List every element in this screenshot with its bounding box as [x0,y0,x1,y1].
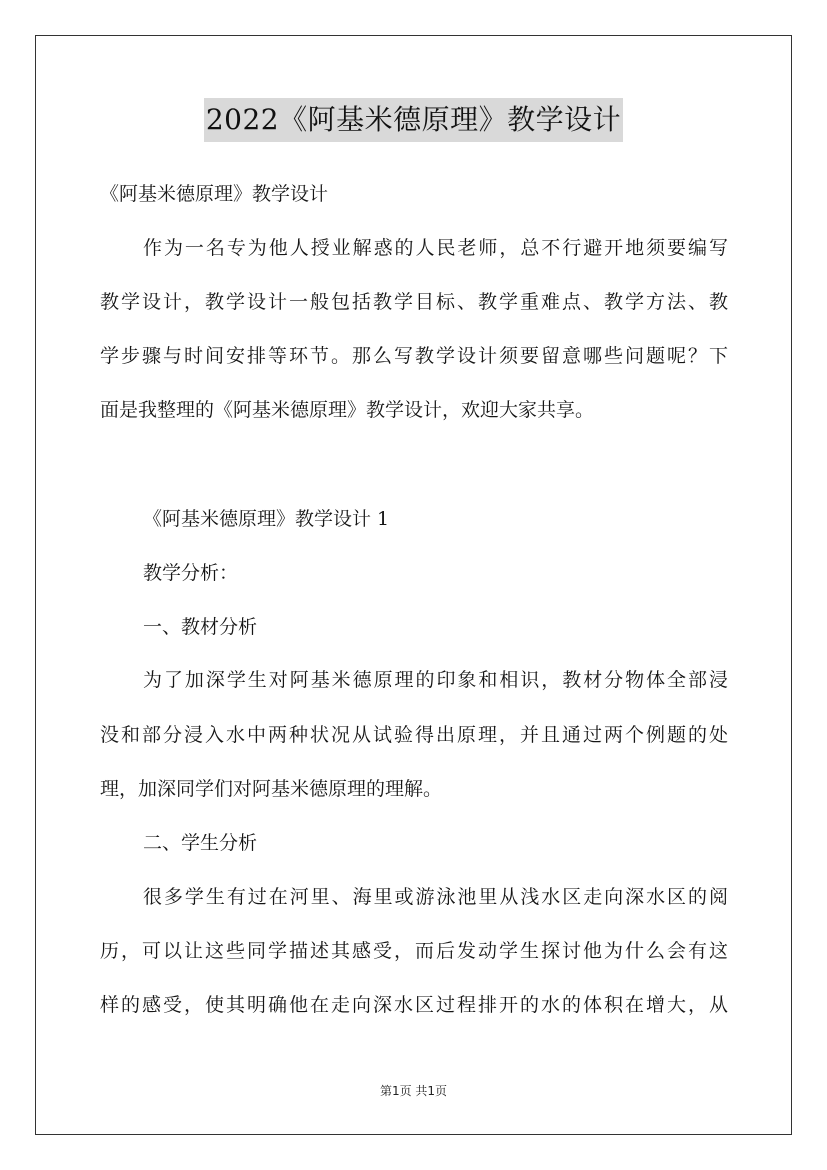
doc-heading-line: 《阿基米德原理》教学设计 [100,183,329,205]
section-heading: 《阿基米德原理》教学设计 1 [143,508,390,530]
student-line-2: 历，可以让这些同学描述其感受，而后发动学生探讨他为什么会有这 [100,940,728,962]
document-title: 2022《阿基米德原理》教学设计 [204,98,623,142]
page-footer: 第1页 共1页 [379,1084,448,1098]
student-line-1: 很多学生有过在河里、海里或游泳池里从浅水区走向深水区的阅 [143,886,728,908]
intro-line-1: 作为一名专为他人授业解惑的人民老师，总不行避开地须要编写 [143,237,728,259]
title-container [0,98,827,142]
intro-line-2: 教学设计，教学设计一般包括教学目标、教学重难点、教学方法、教 [100,291,728,313]
student-analysis-heading: 二、学生分析 [143,832,258,854]
analysis-heading: 教学分析： [143,562,239,584]
intro-line-4: 面是我整理的《阿基米德原理》教学设计，欢迎大家共享。 [100,399,595,421]
textbook-line-2: 没和部分浸入水中两种状况从试验得出原理，并且通过两个例题的处 [100,724,728,746]
student-line-3: 样的感受，使其明确他在走向深水区过程排开的水的体积在增大，从 [100,994,728,1016]
textbook-line-3: 理，加深同学们对阿基米德原理的理解。 [100,778,443,800]
textbook-line-1: 为了加深学生对阿基米德原理的印象和相识，教材分物体全部浸 [143,669,728,691]
textbook-analysis-heading: 一、教材分析 [143,616,258,638]
intro-line-3: 学步骤与时间安排等环节。那么写教学设计须要留意哪些问题呢？下 [100,345,728,367]
